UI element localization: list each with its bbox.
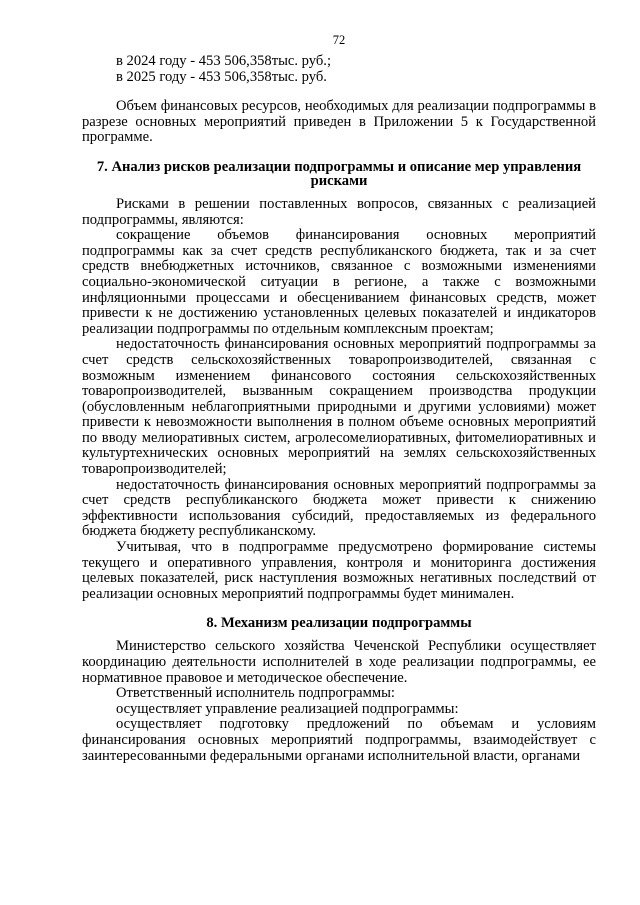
funding-summary: Объем финансовых ресурсов, необходимых для реализации подпрограммы в разрезе основных мероприятий приведен в Приложении 5 к Государственной программе. (82, 98, 596, 146)
funding-line-2024: в 2024 году - 453 506,358тыс. руб.; (116, 53, 332, 69)
section-7-paragraph: сокращение объемов финансирования основных мероприятий подпрограммы как за счет средств республиканского бюджета, так и за счет средств внебюджетных источников, связанное с возможными изменениями социально-экономической ситуации в регионе, а также с возможными инфляционными процессами и обесцениванием финансовых средств, может привести к не достижению установленных целевых показателей и индикаторов реализации подпрограммы по отдельным комплексным проектам; (82, 227, 596, 337)
section-8-paragraph: Ответственный исполнитель подпрограммы: (116, 685, 395, 702)
section-7-paragraph: Учитывая, что в подпрограмме предусмотрено формирование системы текущего и оперативного управления, контроля и мониторинга достижения целевых показателей, риск наступления возможных негативных последствий от реализации основных мероприятий подпрограммы будет минимален. (82, 539, 596, 602)
section-7-heading: 7. Анализ рисков реализации подпрограммы и описание мер управления рисками (96, 158, 582, 189)
funding-line-2025: в 2025 году - 453 506,358тыс. руб. (116, 68, 327, 85)
document-page (82, 32, 596, 764)
section-7-paragraph: недостаточность финансирования основных мероприятий подпрограммы за счет средств сельскохозяйственных товаропроизводителей, связанная с возможным изменением финансового состояния сельскохозяйственных товаропроизводителей, вызванным сокращением производства продукции (обусловленным неблагоприятными природными и другими условиями) может привести к невозможности выполнения в полном объеме основных мероприятий по вводу мелиоративных систем, агролесомелиоративных, фитомелиоративных и культуртехнических основных мероприятий на землях сельскохозяйственных товаропроизводителей; (82, 336, 596, 478)
section-8-paragraph: осуществляет управление реализацией подпрограммы: (116, 700, 459, 717)
section-7-paragraph: Рисками в решении поставленных вопросов, связанных с реализацией подпрограммы, являются: (82, 195, 596, 228)
page-number: 72 (332, 33, 346, 47)
section-8-paragraph: Министерство сельского хозяйства Чеченской Республики осуществляет координацию деятельности исполнителей в ходе реализации подпрограммы, ее нормативное правовое и методическое обеспечение. (82, 638, 596, 686)
section-8-paragraph: осуществляет подготовку предложений по объемам и условиям финансирования основных мероприятий подпрограммы, взаимодействует с заинтересованными федеральными органами исполнительной власти, органами (82, 716, 596, 764)
section-8-heading: 8. Механизм реализации подпрограммы (206, 615, 472, 632)
section-7-paragraph: недостаточность финансирования основных мероприятий подпрограммы за счет средств республиканского бюджета может привести к снижению эффективности использования субсидий, предоставляемых из федерального бюджета бюджету республиканскому. (82, 476, 596, 540)
